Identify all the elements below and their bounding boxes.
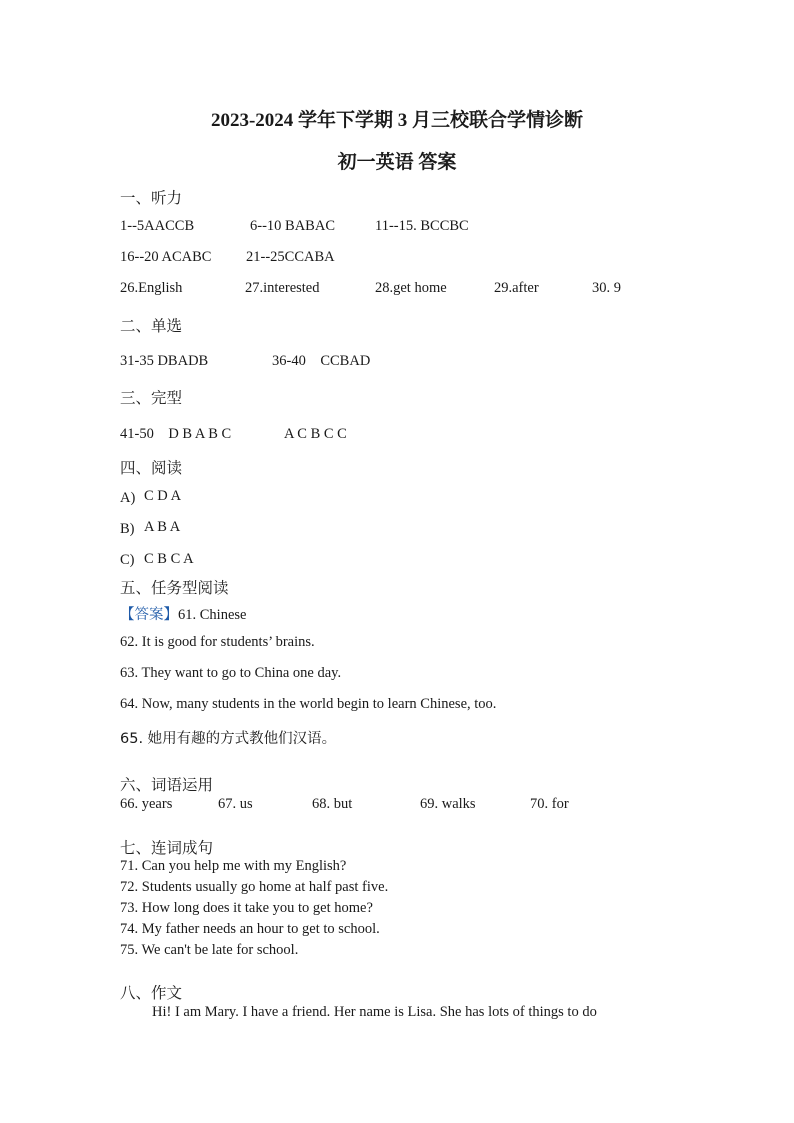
- cloze-answer-41-45: 41-50 D B A B C: [120, 426, 232, 442]
- answer-62: 62. It is good for students’ brains.: [120, 634, 315, 650]
- listening-answer-6-10: 6--10 BABAC: [250, 218, 335, 234]
- sentence-answer-73: 73. How long does it take you to get home?: [120, 900, 373, 916]
- listening-answer-21-25: 21--25CCABA: [246, 249, 335, 265]
- single-choice-answer-31-35: 31-35 DBADB: [120, 353, 209, 369]
- word-use-answer-69: 69. walks: [420, 796, 476, 812]
- answer-tag: 【答案】: [120, 607, 178, 623]
- single-choice-answer-36-40: 36-40 CCBAD: [272, 353, 371, 369]
- section-heading-listening: 一、听力: [120, 189, 183, 207]
- listening-answer-28: 28.get home: [375, 280, 447, 296]
- section-heading-task-reading: 五、任务型阅读: [120, 579, 229, 597]
- reading-answer-c: C B C A: [144, 551, 194, 567]
- page-title: 2023-2024 学年下学期 3 月三校联合学情诊断: [210, 110, 584, 131]
- section-heading-writing: 八、作文: [120, 984, 183, 1002]
- section-heading-word-use: 六、词语运用: [120, 776, 214, 794]
- listening-answer-29: 29.after: [494, 280, 539, 296]
- sentence-answer-75: 75. We can't be late for school.: [120, 942, 299, 958]
- section-heading-reading: 四、阅读: [120, 459, 183, 477]
- reading-label-a: A): [120, 490, 136, 506]
- answer-65: 65. 她用有趣的方式教他们汉语。: [120, 731, 337, 747]
- sentence-answer-74: 74. My father needs an hour to get to school.: [120, 921, 380, 937]
- listening-answer-30: 30. 9: [592, 280, 621, 296]
- answer-64: 64. Now, many students in the world begin to learn Chinese, too.: [120, 696, 497, 712]
- reading-label-b: B): [120, 521, 135, 537]
- section-heading-sentence: 七、连词成句: [120, 839, 214, 857]
- sentence-answer-72: 72. Students usually go home at half past five.: [120, 879, 389, 895]
- section-heading-single-choice: 二、单选: [120, 317, 183, 335]
- page-subtitle: 初一英语 答案: [337, 152, 457, 173]
- section-heading-cloze: 三、完型: [120, 389, 183, 407]
- cloze-answer-46-50: A C B C C: [284, 426, 347, 442]
- writing-sample-text: Hi! I am Mary. I have a friend. Her name is Lisa. She has lots of things to do: [152, 1004, 597, 1020]
- listening-answer-16-20: 16--20 ACABC: [120, 249, 212, 265]
- word-use-answer-67: 67. us: [218, 796, 253, 812]
- listening-answer-27: 27.interested: [245, 280, 320, 296]
- answer-63: 63. They want to go to China one day.: [120, 665, 342, 681]
- reading-label-c: C): [120, 552, 135, 568]
- word-use-answer-66: 66. years: [120, 796, 173, 812]
- answer-line-61: [120, 603, 246, 624]
- reading-answer-a: C D A: [144, 488, 182, 504]
- listening-answer-11-15: 11--15. BCCBC: [375, 218, 469, 234]
- listening-answer-26: 26.English: [120, 280, 183, 296]
- listening-answer-1-5: 1--5AACCB: [120, 218, 195, 234]
- answer-61: 61. Chinese: [178, 607, 247, 623]
- sentence-answer-71: 71. Can you help me with my English?: [120, 858, 347, 874]
- reading-answer-b: A B A: [144, 519, 181, 535]
- word-use-answer-70: 70. for: [530, 796, 569, 812]
- word-use-answer-68: 68. but: [312, 796, 353, 812]
